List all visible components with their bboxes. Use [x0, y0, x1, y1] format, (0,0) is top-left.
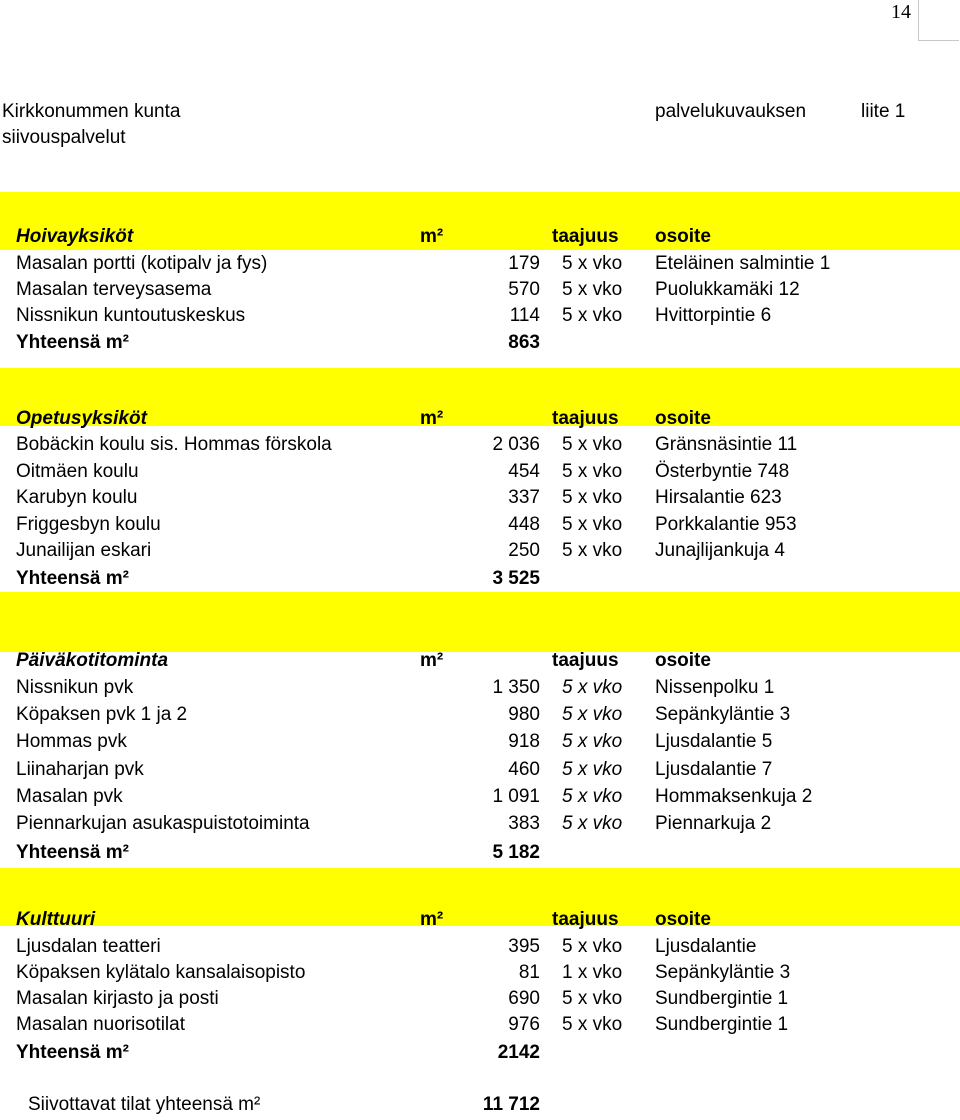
facility-name: Ljusdalan teatteri: [16, 936, 161, 957]
cleaning-frequency: 5 x vko: [562, 786, 623, 807]
facility-address: Sundbergintie 1: [655, 988, 789, 1009]
table-row: [0, 251, 960, 277]
section-title: Kulttuuri: [16, 909, 96, 930]
cleaning-frequency: 5 x vko: [562, 253, 623, 274]
facility-area: 454: [508, 461, 540, 482]
section-total-row: [0, 1040, 960, 1066]
facility-area: 179: [508, 253, 540, 274]
table-row: [0, 1012, 960, 1038]
cleaning-frequency: 5 x vko: [562, 813, 623, 834]
unit-name: siivouspalvelut: [2, 127, 126, 148]
cleaning-frequency: 5 x vko: [562, 434, 623, 455]
facility-name: Oitmäen koulu: [16, 461, 139, 482]
column-header-address: osoite: [655, 226, 711, 247]
facility-name: Masalan nuorisotilat: [16, 1014, 185, 1035]
facility-address: Hommaksenkuja 2: [655, 786, 813, 807]
table-row: [0, 729, 960, 755]
column-header-address: osoite: [655, 650, 711, 671]
table-row: [0, 960, 960, 986]
grand-total-row: [0, 1092, 960, 1118]
section-header-paivakotitominta: [0, 648, 960, 674]
table-row: [0, 538, 960, 564]
total-label: Yhteensä m²: [16, 332, 129, 353]
section-total-row: [0, 840, 960, 866]
grand-total-label: Siivottavat tilat yhteensä m²: [28, 1094, 261, 1115]
cleaning-frequency: 5 x vko: [562, 704, 623, 725]
facility-name: Piennarkujan asukaspuistotoiminta: [16, 813, 310, 834]
organization-name: Kirkkonummen kunta: [2, 101, 181, 122]
section-band-paivakotitominta: [0, 592, 960, 652]
total-label: Yhteensä m²: [16, 842, 129, 863]
facility-address: Eteläinen salmintie 1: [655, 253, 831, 274]
column-header-address: osoite: [655, 408, 711, 429]
facility-area: 81: [518, 962, 540, 983]
facility-name: Masalan kirjasto ja posti: [16, 988, 219, 1009]
facility-name: Bobäckin koulu sis. Hommas förskola: [16, 434, 332, 455]
section-header-opetusyksikot: [0, 406, 960, 432]
facility-area: 1 091: [492, 786, 540, 807]
facility-name: Köpaksen pvk 1 ja 2: [16, 704, 188, 725]
section-total-row: [0, 330, 960, 356]
facility-name: Nissnikun pvk: [16, 677, 134, 698]
table-row: [0, 459, 960, 485]
table-row: [0, 986, 960, 1012]
table-row: [0, 277, 960, 303]
page-number: 14: [891, 1, 911, 23]
facility-address: Sepänkyläntie 3: [655, 962, 791, 983]
facility-address: Hvittorpintie 6: [655, 305, 772, 326]
facility-area: 395: [508, 936, 540, 957]
facility-area: 918: [508, 731, 540, 752]
facility-address: Sepänkyläntie 3: [655, 704, 791, 725]
total-label: Yhteensä m²: [16, 568, 129, 589]
cleaning-frequency: 5 x vko: [562, 514, 623, 535]
cleaning-frequency: 5 x vko: [562, 487, 623, 508]
facility-name: Köpaksen kylätalo kansalaisopisto: [16, 962, 306, 983]
cleaning-frequency: 5 x vko: [562, 731, 623, 752]
column-header-frequency: taajuus: [552, 650, 619, 671]
table-row: [0, 784, 960, 810]
column-header-area: m²: [420, 226, 444, 247]
cleaning-frequency: 5 x vko: [562, 988, 623, 1009]
table-row: [0, 757, 960, 783]
facility-name: Hommas pvk: [16, 731, 127, 752]
table-row: [0, 432, 960, 458]
column-header-address: osoite: [655, 909, 711, 930]
facility-address: Österbyntie 748: [655, 461, 790, 482]
facility-area: 448: [508, 514, 540, 535]
column-header-frequency: taajuus: [552, 226, 619, 247]
appendix-label: liite 1: [861, 101, 906, 122]
facility-address: Ljusdalantie 5: [655, 731, 773, 752]
cleaning-frequency: 5 x vko: [562, 936, 623, 957]
grand-total-area: 11 712: [482, 1094, 540, 1115]
table-row: [0, 675, 960, 701]
facility-address: Gränsnäsintie 11: [655, 434, 798, 455]
facility-address: Ljusdalantie: [655, 936, 757, 957]
facility-name: Liinaharjan pvk: [16, 759, 144, 780]
facility-area: 337: [508, 487, 540, 508]
page-number-box: [918, 0, 959, 41]
section-header-hoivayksikot: [0, 224, 960, 250]
column-header-frequency: taajuus: [552, 909, 619, 930]
facility-address: Porkkalantie 953: [655, 514, 797, 535]
section-title: Opetusyksiköt: [16, 408, 147, 429]
facility-address: Sundbergintie 1: [655, 1014, 789, 1035]
facility-area: 570: [508, 279, 540, 300]
cleaning-frequency: 5 x vko: [562, 759, 623, 780]
cleaning-frequency: 1 x vko: [562, 962, 623, 983]
column-header-area: m²: [420, 909, 444, 930]
total-label: Yhteensä m²: [16, 1042, 129, 1063]
table-row: [0, 934, 960, 960]
facility-area: 976: [508, 1014, 540, 1035]
facility-area: 460: [508, 759, 540, 780]
table-row: [0, 485, 960, 511]
facility-name: Friggesbyn koulu: [16, 514, 161, 535]
table-row: [0, 702, 960, 728]
facility-area: 1 350: [492, 677, 540, 698]
table-row: [0, 303, 960, 329]
cleaning-frequency: 5 x vko: [562, 540, 623, 561]
section-title: Hoivayksiköt: [16, 226, 134, 247]
total-area: 863: [508, 332, 540, 353]
facility-name: Junailijan eskari: [16, 540, 152, 561]
facility-area: 250: [508, 540, 540, 561]
section-header-kulttuuri: [0, 907, 960, 933]
section-total-row: [0, 566, 960, 592]
cleaning-frequency: 5 x vko: [562, 305, 623, 326]
facility-name: Nissnikun kuntoutuskeskus: [16, 305, 246, 326]
cleaning-frequency: 5 x vko: [562, 279, 623, 300]
facility-name: Masalan terveysasema: [16, 279, 212, 300]
facility-area: 690: [508, 988, 540, 1009]
facility-area: 980: [508, 704, 540, 725]
facility-address: Piennarkuja 2: [655, 813, 772, 834]
total-area: 2142: [497, 1042, 540, 1063]
facility-area: 383: [508, 813, 540, 834]
column-header-area: m²: [420, 408, 444, 429]
column-header-area: m²: [420, 650, 444, 671]
table-row: [0, 811, 960, 837]
document-title: palvelukuvauksen: [655, 101, 807, 122]
column-header-frequency: taajuus: [552, 408, 619, 429]
facility-area: 2 036: [492, 434, 540, 455]
facility-address: Puolukkamäki 12: [655, 279, 800, 300]
cleaning-frequency: 5 x vko: [562, 1014, 623, 1035]
section-title: Päiväkotitominta: [16, 650, 169, 671]
table-row: [0, 512, 960, 538]
facility-name: Karubyn koulu: [16, 487, 138, 508]
total-area: 5 182: [492, 842, 540, 863]
cleaning-frequency: 5 x vko: [562, 677, 623, 698]
facility-address: Ljusdalantie 7: [655, 759, 773, 780]
facility-address: Junajlijankuja 4: [655, 540, 785, 561]
facility-name: Masalan portti (kotipalv ja fys): [16, 253, 268, 274]
facility-address: Hirsalantie 623: [655, 487, 782, 508]
facility-address: Nissenpolku 1: [655, 677, 775, 698]
cleaning-frequency: 5 x vko: [562, 461, 623, 482]
total-area: 3 525: [492, 568, 540, 589]
facility-area: 114: [509, 305, 540, 326]
facility-name: Masalan pvk: [16, 786, 123, 807]
